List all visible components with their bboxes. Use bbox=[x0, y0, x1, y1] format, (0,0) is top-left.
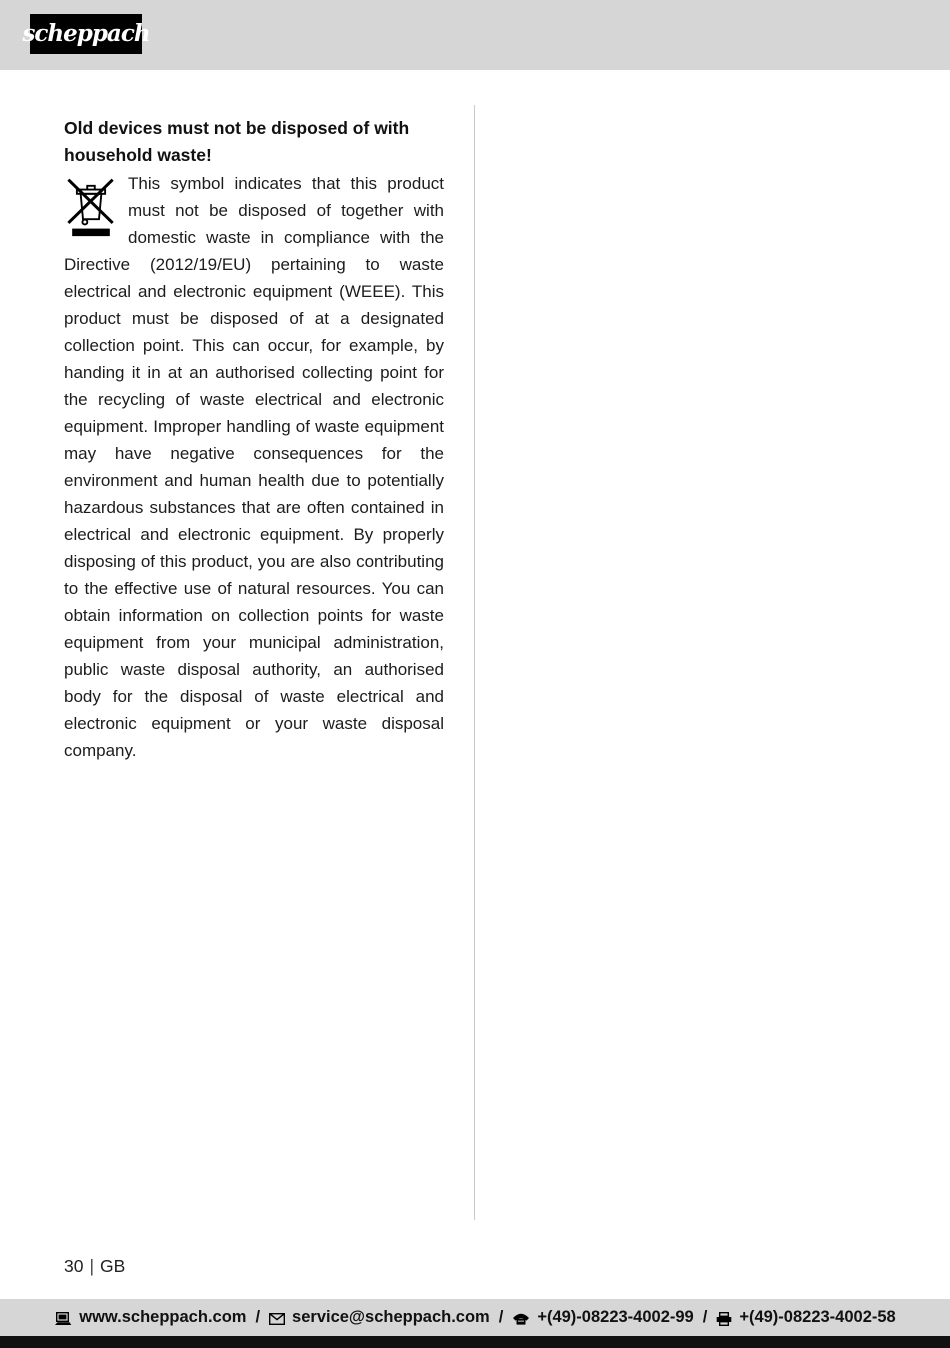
right-column-empty bbox=[505, 105, 925, 1220]
paragraph-text: This symbol indicates that this product must not be disposed of together with domestic waste in compliance with the Directive (2012/19/EU) pertaining to waste electrical and electronic equipment (WEEE). This product must be disposed of at a designated collection point. This can occur, for example, by handing it in at an authorised collecting point for the recycling of waste electrical and electronic equipment. Improper handling of waste equipment may have negative consequences for the environment and human health due to potentially hazardous substances that are often contained in electrical and electronic equipment. By properly disposing of this product, you are also contributing to the effective use of natural resources. You can obtain information on collection points for waste equipment from your municipal administration, public waste disposal authority, an authorised body for the disposal of waste electrical and electronic equipment or your waste disposal company. bbox=[64, 174, 444, 760]
scheppach-logo-text: scheppach bbox=[22, 19, 150, 47]
language-code: GB bbox=[100, 1256, 126, 1276]
section-heading: Old devices must not be disposed of with household waste! bbox=[64, 118, 410, 165]
phone-text: +(49)-08223-4002-99 bbox=[537, 1308, 694, 1326]
body-paragraph bbox=[64, 170, 444, 764]
footer-separator: / bbox=[498, 1308, 504, 1326]
email-icon bbox=[269, 1313, 285, 1325]
footer-separator: / bbox=[702, 1308, 708, 1326]
page-number-block bbox=[64, 1256, 125, 1277]
column-divider bbox=[474, 105, 475, 1220]
website-text: www.scheppach.com bbox=[79, 1308, 247, 1326]
contact-footer bbox=[0, 1299, 950, 1336]
page-info-divider: | bbox=[89, 1256, 95, 1276]
fax-icon bbox=[716, 1312, 732, 1326]
page-number: 30 bbox=[64, 1256, 84, 1276]
page-content bbox=[0, 70, 950, 1300]
bottom-black-bar bbox=[0, 1336, 950, 1348]
header-bar bbox=[0, 0, 950, 70]
left-column bbox=[64, 115, 444, 764]
weee-crossed-out-bin-icon bbox=[64, 174, 118, 238]
fax-text: +(49)-08223-4002-58 bbox=[739, 1308, 896, 1326]
email-text: service@scheppach.com bbox=[292, 1308, 490, 1326]
phone-icon bbox=[512, 1312, 530, 1325]
computer-icon bbox=[54, 1312, 72, 1326]
footer-separator: / bbox=[255, 1308, 261, 1326]
scheppach-logo bbox=[22, 14, 150, 54]
